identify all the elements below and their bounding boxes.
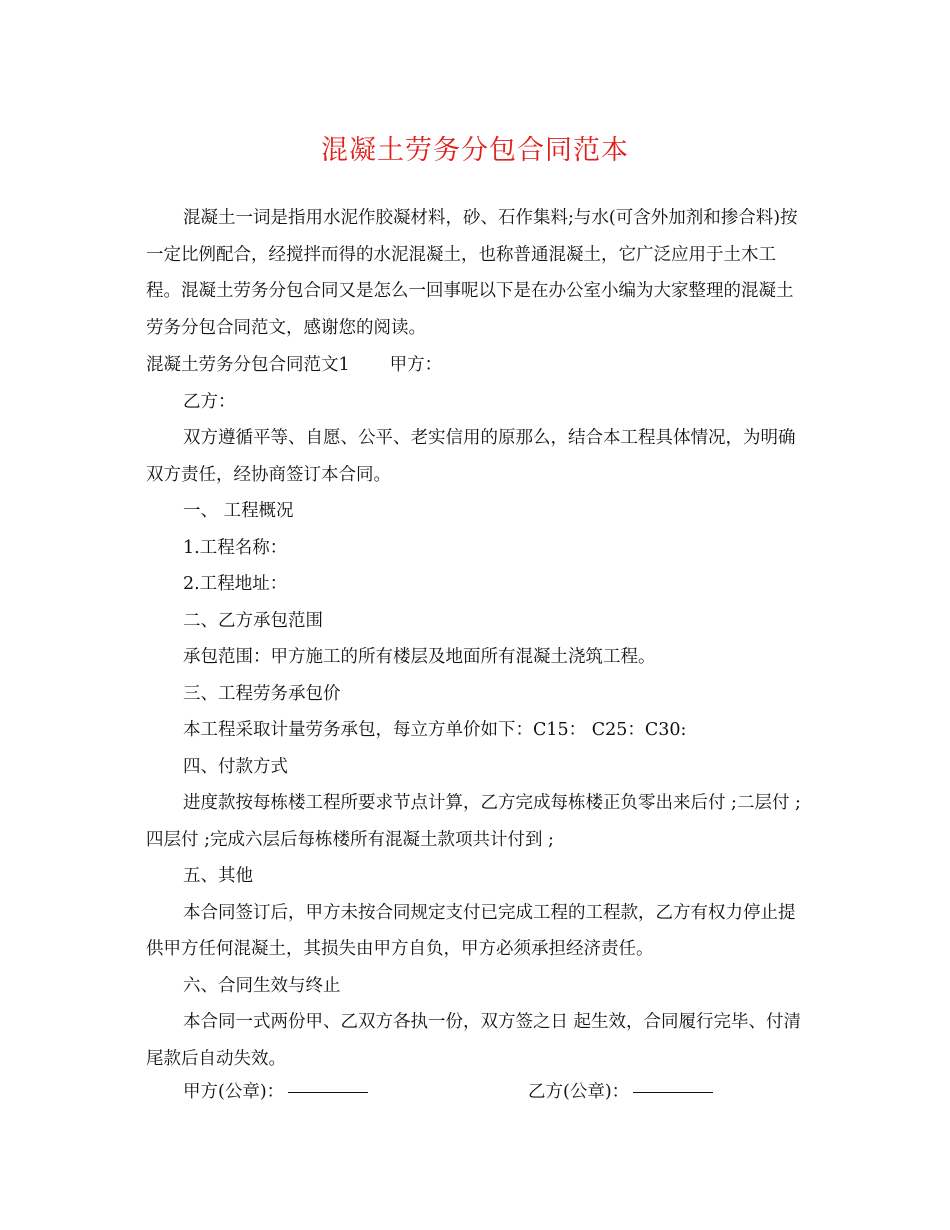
section-4-text: 进度款按每栋楼工程所要求节点计算，乙方完成每栋楼正负零出来后付 ;二层付 ;四层付 ;完成六层后每栋楼所有混凝土款项共计付到 ;: [146, 793, 801, 850]
project-address-field: 2.工程地址：: [183, 574, 288, 594]
section-1-heading: 一、 工程概况: [183, 501, 294, 521]
section-4-heading: 四、付款方式: [183, 756, 288, 777]
intro-text: 混凝土一词是指用水泥作胶凝材料，砂、石作集料;与水(可含外加剂和掺合料)按一定比例配合，经搅拌而得的水泥混凝土，也称普通混凝土，它广泛应用于土木工程。混凝土劳务分包合同又是怎么一回事呢以下是在办公室小编为大家整理的混凝土劳务分包合同范文，感谢您的阅读。: [146, 208, 798, 338]
section-heading: 混凝土劳务分包合同范文1: [146, 355, 350, 375]
section-6-text: 本合同一式两份甲、乙双方各执一份，双方签之日 起生效，合同履行完毕、付清尾款后自动失效。: [146, 1012, 802, 1069]
document-title: 混凝土劳务分包合同范本: [321, 135, 629, 166]
party-b-seal-label: 乙方(公章)：: [528, 1082, 630, 1102]
party-a-signature: [183, 1078, 368, 1103]
section-6-heading: 六、合同生效与终止: [183, 975, 341, 996]
section-2-heading: 二、乙方承包范围: [183, 610, 323, 631]
party-b-label: 乙方：: [183, 391, 236, 412]
party-a-seal-label: 甲方(公章)：: [183, 1082, 285, 1102]
section-3-heading: 三、工程劳务承包价: [183, 683, 341, 704]
contract-heading-line: [146, 347, 806, 384]
project-name-field: 1.工程名称：: [183, 537, 288, 558]
intro-paragraph: [146, 200, 806, 346]
party-b-signature-line[interactable]: [633, 1078, 713, 1093]
section-3-text: 本工程采取计量劳务承包，每立方单价如下：C15： C25：C30:: [183, 720, 687, 740]
section-5-heading: 五、其他: [183, 866, 253, 886]
contract-body: [146, 347, 806, 1077]
section-2-text: 承包范围：甲方施工的所有楼层及地面所有混凝土浇筑工程。: [183, 647, 656, 667]
party-a-label: 甲方：: [389, 355, 443, 375]
party-b-signature: [528, 1078, 713, 1103]
party-a-signature-line[interactable]: [288, 1078, 368, 1093]
section-5-text: 本合同签订后，甲方未按合同规定支付已完成工程的工程款，乙方有权力停止提供甲方任何混凝土，其损失由甲方自负，甲方必须承担经济责任。: [146, 902, 796, 959]
preamble-text: 双方遵循平等、自愿、公平、老实信用的原那么，结合本工程具体情况，为明确双方责任，经协商签订本合同。: [146, 428, 796, 485]
